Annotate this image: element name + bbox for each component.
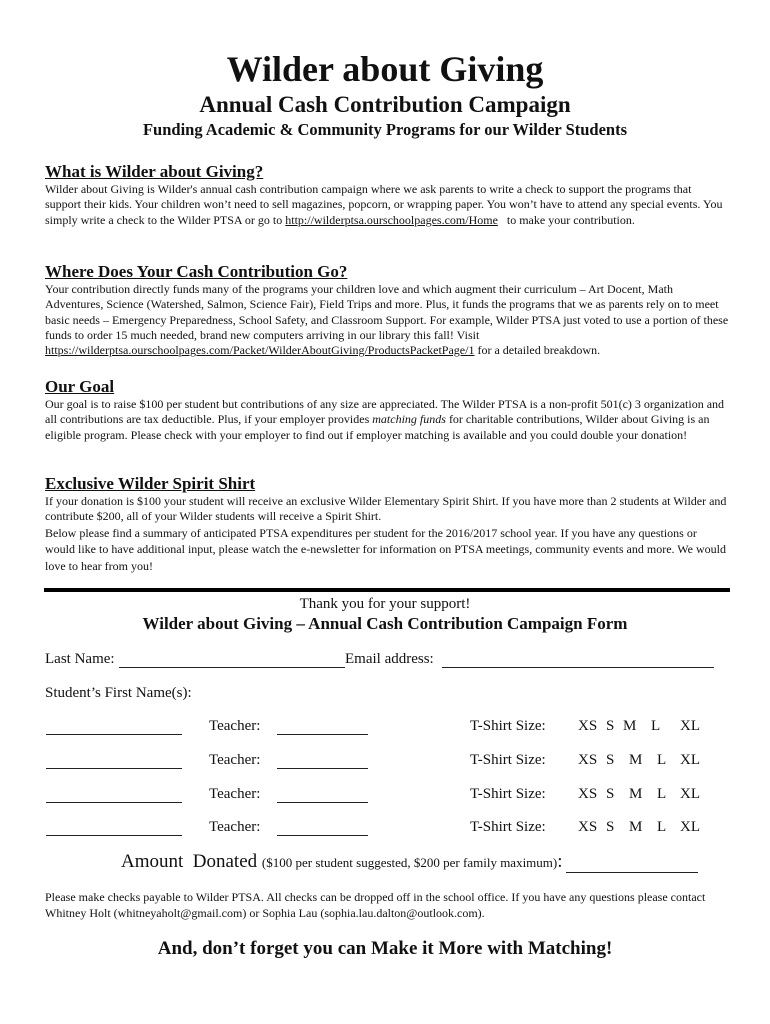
section-where-text: Your contribution directly funds many of the programs your children love and which augment their curriculum – Art Docent, Math Adventures, Science (Watershed, Salmon, Science Fair), Field Trips and more. Plus, it funds the programs that we as parents rely on to meet basic needs – Emergency Preparedness, School Safety, and Classroom Support. For example, Wilder PTSA just voted to use a portion of these funds to order 15 much needed, brand new computers arriving in our library this fall! Visit <box>45 282 729 342</box>
section-what-body <box>45 182 729 228</box>
students-label: Student’s First Name(s): <box>45 685 192 701</box>
section-what <box>45 162 729 228</box>
student-row <box>0 817 770 841</box>
teacher-field[interactable] <box>277 802 368 803</box>
section-divider <box>44 588 730 592</box>
teacher-field[interactable] <box>277 768 368 769</box>
teacher-field[interactable] <box>277 734 368 735</box>
tshirt-size-label: T-Shirt Size: <box>470 819 546 835</box>
last-name-field[interactable] <box>119 667 345 668</box>
page-subtitle: Annual Cash Contribution Campaign <box>199 92 571 117</box>
section-shirt-text: If your donation is $100 your student will receive an exclusive Wilder Elementary Spirit Shirt. If you have more than 2 students at Wilder and contribute $200, all of your Wilder students will receive a Spirit Shirt. <box>45 494 727 524</box>
teacher-field[interactable] <box>277 835 368 836</box>
amount-donated <box>121 851 563 873</box>
section-where-text-end: for a detailed breakdown. <box>474 343 601 358</box>
size-m[interactable]: M <box>629 786 643 802</box>
form-title: Wilder about Giving – Annual Cash Contribution Campaign Form <box>142 614 628 633</box>
thanks-text: Thank you for your support! <box>299 596 471 612</box>
size-m[interactable]: M <box>629 752 643 768</box>
size-s[interactable]: S <box>606 819 615 835</box>
email-label: Email address: <box>345 651 434 667</box>
size-xs[interactable]: XS <box>578 718 598 734</box>
student-name-field[interactable] <box>46 768 182 769</box>
teacher-label: Teacher: <box>209 718 261 734</box>
size-xl[interactable]: XL <box>680 786 700 802</box>
size-xl[interactable]: XL <box>680 819 700 835</box>
last-name-label: Last Name: <box>45 651 115 667</box>
amount-colon: : <box>557 851 563 872</box>
amount-label: Amount Donated <box>121 851 258 872</box>
student-row <box>0 784 770 808</box>
size-l[interactable]: L <box>657 819 667 835</box>
section-goal-text: Our goal is to raise $100 per student but contributions of any size are appreciated. The Wilder PTSA is a non-profit 501(c) 3 organization and all contributions are tax deductible. Plus, if your employer provides <box>45 397 725 427</box>
size-xs[interactable]: XS <box>578 819 598 835</box>
student-name-field[interactable] <box>46 835 182 836</box>
checks-instructions: Please make checks payable to Wilder PTSA. All checks can be dropped off in the school office. If you have any questions please contact Whitney Holt (whitneyaholt@gmail.com) or Sophia Lau (sophia.lau.dalton@outlook.com). <box>45 890 706 920</box>
amount-note: ($100 per student suggested, $200 per family maximum) <box>261 855 558 870</box>
size-xl[interactable]: XL <box>680 752 700 768</box>
ptsa-home-link[interactable]: http://wilderptsa.ourschoolpages.com/Home <box>285 212 498 227</box>
tshirt-size-label: T-Shirt Size: <box>470 786 546 802</box>
section-goal-body <box>45 397 729 443</box>
student-name-field[interactable] <box>46 802 182 803</box>
size-l[interactable]: L <box>657 786 667 802</box>
size-xl[interactable]: XL <box>680 718 700 734</box>
size-s[interactable]: S <box>606 786 615 802</box>
amount-field[interactable] <box>566 872 698 873</box>
section-goal <box>45 377 729 443</box>
closing-text: And, don’t forget you can Make it More with Matching! <box>157 938 613 959</box>
size-m[interactable]: M <box>629 819 643 835</box>
section-shirt-heading: Exclusive Wilder Spirit Shirt <box>45 474 256 493</box>
section-goal-heading: Our Goal <box>45 377 115 396</box>
matching-funds-text: matching funds <box>372 412 446 427</box>
section-shirt <box>45 474 729 574</box>
tshirt-size-label: T-Shirt Size: <box>470 718 546 734</box>
section-shirt-body <box>45 494 729 574</box>
page-tagline: Funding Academic & Community Programs for our Wilder Students <box>142 120 628 139</box>
tshirt-size-label: T-Shirt Size: <box>470 752 546 768</box>
page-title: Wilder about Giving <box>226 49 544 89</box>
products-packet-link[interactable]: https://wilderptsa.ourschoolpages.com/Packet/WilderAboutGiving/ProductsPacketPage/1 <box>45 343 475 358</box>
section-where <box>45 262 729 358</box>
email-field[interactable] <box>442 667 714 668</box>
size-s[interactable]: S <box>606 718 615 734</box>
size-s[interactable]: S <box>606 752 615 768</box>
size-l[interactable]: L <box>657 752 667 768</box>
section-what-heading: What is Wilder about Giving? <box>45 162 264 181</box>
section-where-body <box>45 282 729 358</box>
section-where-heading: Where Does Your Cash Contribution Go? <box>45 262 348 281</box>
student-name-field[interactable] <box>46 734 182 735</box>
size-xs[interactable]: XS <box>578 752 598 768</box>
section-shirt-text2: Below please find a summary of anticipated PTSA expenditures per student for the 2016/2017 school year. If you have any questions or would like to have additional input, please watch the e-newsletter for information on PTSA meetings, community events and more. We would love to hear from you! <box>45 525 726 573</box>
teacher-label: Teacher: <box>209 786 261 802</box>
student-row <box>0 750 770 774</box>
student-row <box>0 716 770 740</box>
size-l[interactable]: L <box>651 718 661 734</box>
teacher-label: Teacher: <box>209 819 261 835</box>
size-m[interactable]: M <box>623 718 637 734</box>
teacher-label: Teacher: <box>209 752 261 768</box>
size-xs[interactable]: XS <box>578 786 598 802</box>
section-what-text: Wilder about Giving is Wilder's annual cash contribution campaign where we ask parents to write a check to support the programs that support their kids. Your children won’t need to sell magazines, popcorn, or wrapping paper. You won’t have to attend any special events. You simply write a check to the Wilder PTSA or go to <box>45 182 723 227</box>
section-goal-text-end: for charitable contributions, Wilder about Giving is an eligible program. Please check with your employer to find out if employer matching is available and you could double your donation! <box>45 412 710 442</box>
section-what-text-end: to make your contribution. <box>497 212 635 227</box>
